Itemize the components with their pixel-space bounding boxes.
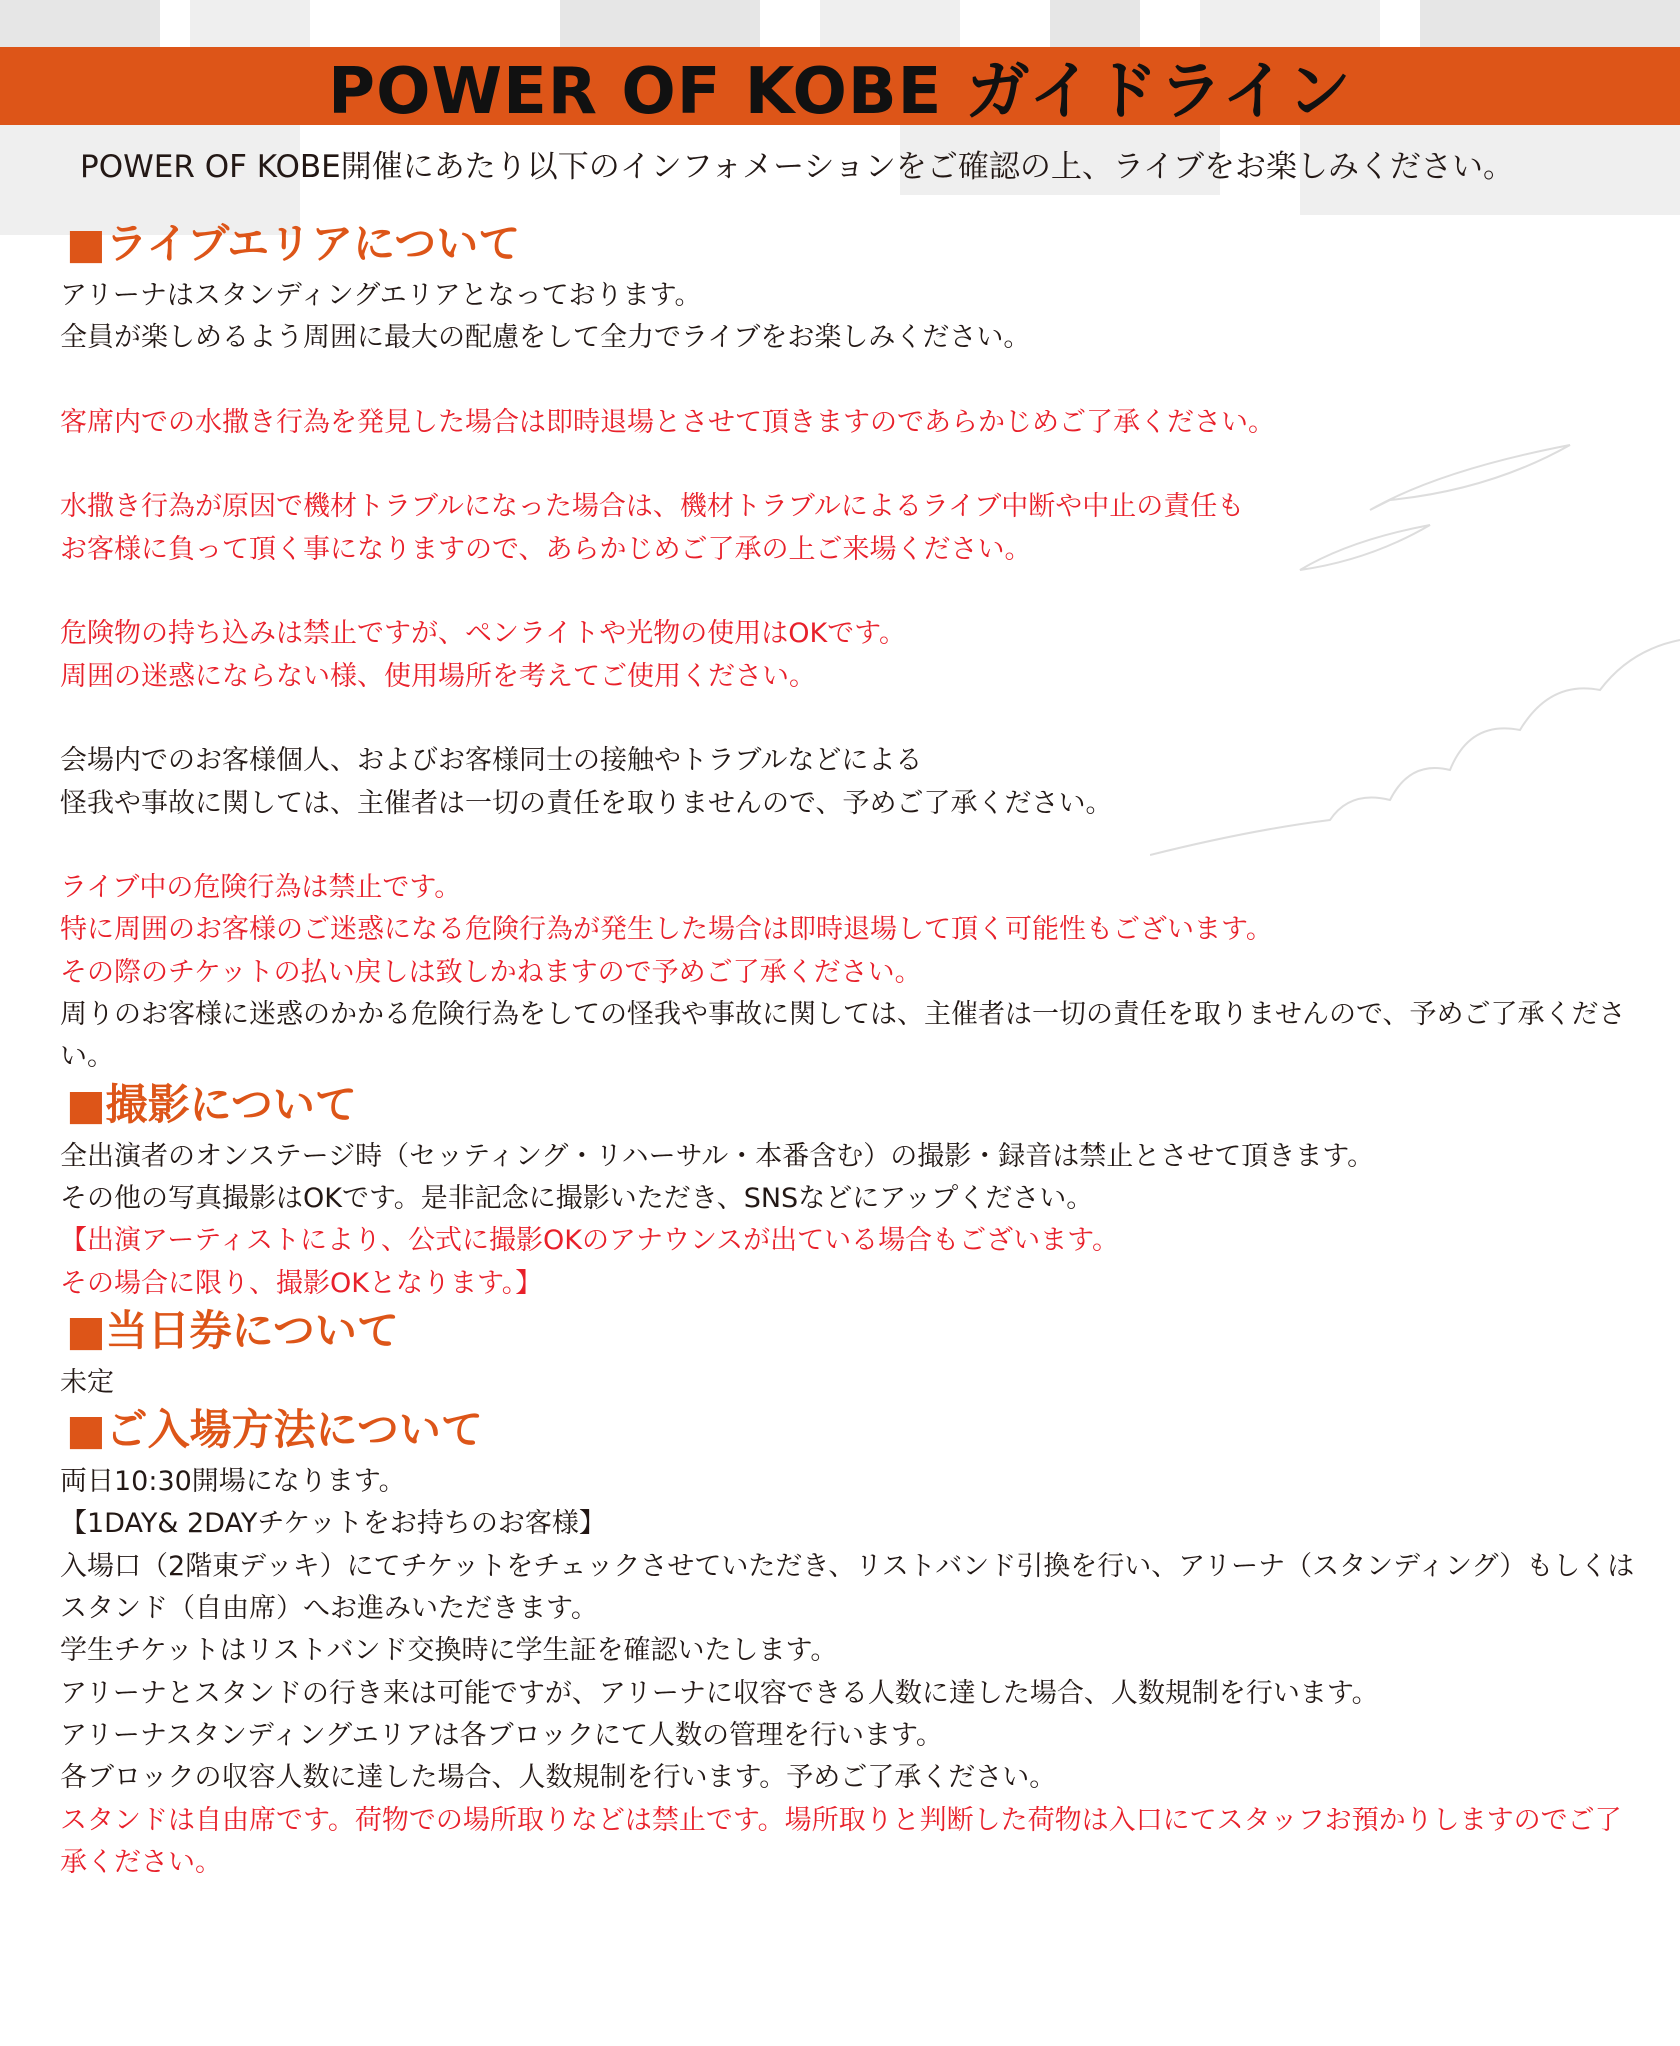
text-line: 入場口（2階東デッキ）にてチケットをチェックさせていただき、リストバンド引換を行い、アリーナ（スタンディング）もしくはスタンド（自由席）へお進みいただきます。: [60, 1550, 1635, 1625]
warning-line: スタンドは自由席です。荷物での場所取りなどは禁止です。場所取りと判断した荷物は入口にてスタッフお預かりしますのでご了承ください。: [60, 1804, 1622, 1878]
text-line: 全出演者のオンステージ時（セッティング・リハーサル・本番含む）の撮影・録音は禁止とさせて頂きます。: [60, 1140, 1375, 1172]
title-banner: [0, 47, 1680, 129]
warning-line: 周囲の迷惑にならない様、使用場所を考えてご使用ください。: [60, 660, 816, 692]
warning-line: 客席内での水撒き行為を発見した場合は即時退場とさせて頂きますのであらかじめご了承ください。: [60, 406, 1275, 438]
guideline-content: [60, 218, 1640, 1884]
paragraph-spacer: [60, 360, 1640, 402]
warning-line: 特に周囲のお客様のご迷惑になる危険行為が発生した場合は即時退場して頂く可能性もございます。: [60, 914, 1273, 946]
text-line: 【1DAY& 2DAYチケットをお持ちのお客様】: [60, 1508, 606, 1540]
text-line: アリーナはスタンディングエリアとなっております。: [60, 280, 702, 311]
warning-line: お客様に負って頂く事になりますので、あらかじめご了承の上ご来場ください。: [60, 533, 1032, 565]
text-line: 未定: [60, 1366, 114, 1398]
section-heading: ■ライブエリアについて: [66, 219, 521, 268]
paragraph-spacer: [60, 825, 1640, 867]
text-line: アリーナとスタンドの行き来は可能ですが、アリーナに収容できる人数に達した場合、人数規制を行います。: [60, 1677, 1379, 1709]
text-line: 周りのお客様に迷惑のかかる危険行為をしての怪我や事故に関しては、主催者は一切の責任を取りませんので、予めご了承ください。: [60, 999, 1626, 1073]
text-line: 学生チケットはリストバンド交換時に学生証を確認いたします。: [60, 1635, 838, 1667]
warning-line: その際のチケットの払い戻しは致しかねますので予めご了承ください。: [60, 956, 922, 988]
page-title: POWER OF KOBE ガイドライン: [328, 55, 1352, 129]
text-line: 各ブロックの収容人数に達した場合、人数規制を行います。予めご了承ください。: [60, 1762, 1057, 1794]
text-line: 全員が楽しめるよう周囲に最大の配慮をして全力でライブをお楽しみください。: [60, 322, 1031, 354]
text-line: 会場内でのお客様個人、およびお客様同士の接触やトラブルなどによる: [60, 745, 923, 777]
warning-line: ライブ中の危険行為は禁止です。: [60, 872, 462, 904]
text-line: 怪我や事故に関しては、主催者は一切の責任を取りませんので、予めご了承ください。: [60, 787, 1113, 819]
section-same-day-tickets: [60, 1305, 1640, 1404]
text-line: アリーナスタンディングエリアは各ブロックにて人数の管理を行います。: [60, 1719, 943, 1751]
paragraph-spacer: [60, 698, 1640, 740]
warning-line: その場合に限り、撮影OKとなります。】: [60, 1267, 543, 1299]
warning-line: 【出演アーティストにより、公式に撮影OKのアナウンスが出ている場合もございます。: [60, 1225, 1120, 1257]
section-heading: ■ご入場方法について: [66, 1405, 483, 1455]
paragraph-spacer: [60, 571, 1640, 613]
warning-line: 危険物の持ち込みは禁止ですが、ペンライトや光物の使用はOKです。: [60, 618, 906, 650]
warning-line: 水撒き行為が原因で機材トラブルになった場合は、機材トラブルによるライブ中断や中止の責任も: [60, 491, 1245, 523]
paragraph-spacer: [60, 444, 1640, 486]
text-line: 両日10:30開場になります。: [60, 1466, 406, 1498]
text-line: その他の写真撮影はOKです。是非記念に撮影いただき、SNSなどにアップください。: [60, 1182, 1094, 1214]
intro-text: POWER OF KOBE開催にあたり以下のインフォメーションをご確認の上、ライブをお楽しみください。: [80, 149, 1515, 185]
section-photography: [60, 1079, 1640, 1305]
section-entry-method: [60, 1404, 1640, 1884]
section-live-area: [60, 218, 1640, 1079]
section-heading: ■撮影について: [66, 1079, 357, 1129]
section-heading: ■当日券について: [66, 1305, 399, 1355]
